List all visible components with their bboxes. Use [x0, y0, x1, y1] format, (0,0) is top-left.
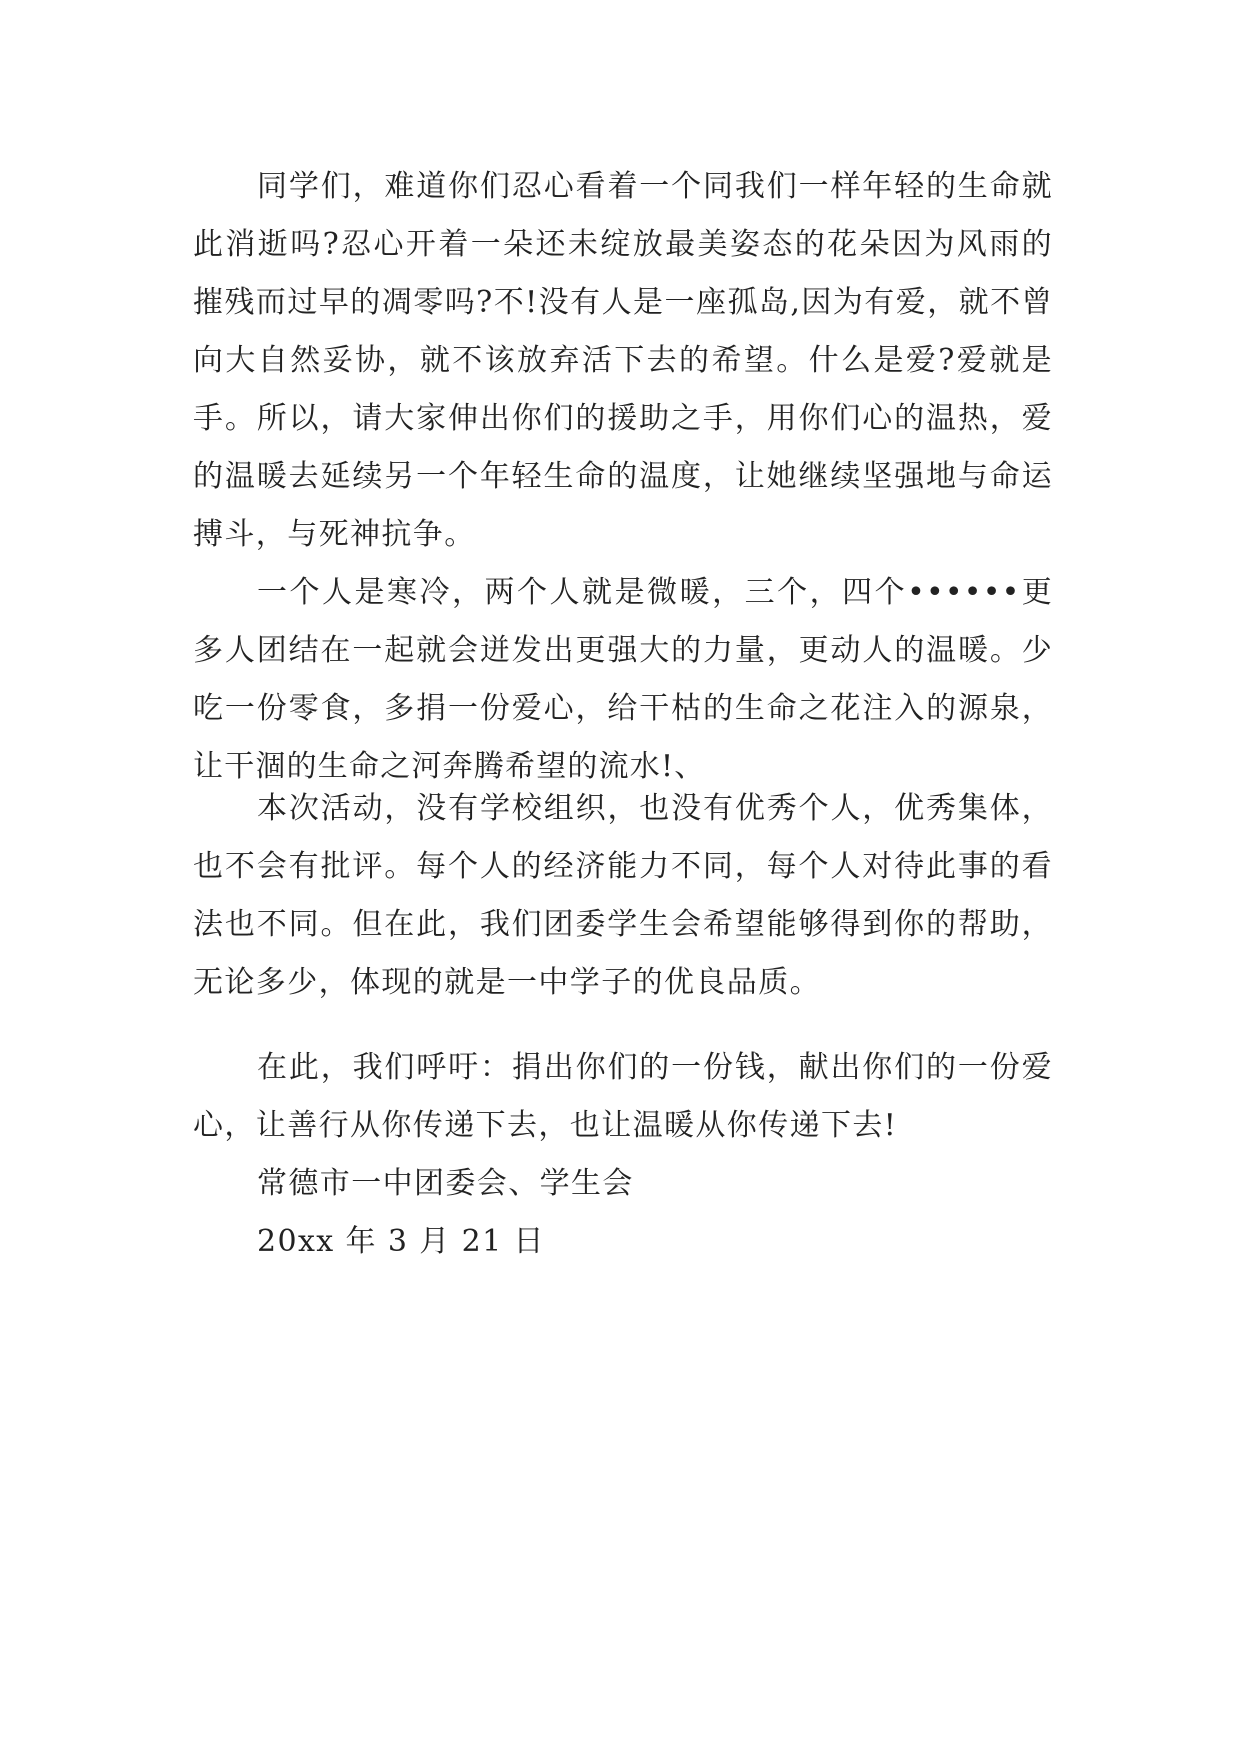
signature-date: 20xx 年 3 月 21 日: [257, 1224, 545, 1259]
body-paragraph-appeal: 同学们，难道你们忍心看着一个同我们一样年轻的生命就此消逝吗?忍心开着一朵还未绽放最美姿态的花朵因为风雨的摧残而过早的凋零吗?不!没有人是一座孤岛,因为有爱，就不曾向大自然妥协，就不该放弃活下去的希望。什么是爱?爱就是手。所以，请大家伸出你们的援助之手，用你们心的温热，爱的温暖去延续另一个年轻生命的温度，让她继续坚强地与命运搏斗，与死神抗争。: [193, 169, 1053, 552]
body-paragraph-call: 在此，我们呼吁：捐出你们的一份钱，献出你们的一份爱心，让善行从你传递下去，也让温暖从你传递下去!: [193, 1050, 1053, 1143]
body-paragraph-activity: 本次活动，没有学校组织，也没有优秀个人，优秀集体，也不会有批评。每个人的经济能力不同，每个人对待此事的看法也不同。但在此，我们团委学生会希望能够得到你的帮助，无论多少，体现的就是一中学子的优良品质。: [193, 791, 1053, 1000]
document-page: [193, 0, 1053, 1754]
signature-organization: 常德市一中团委会、学生会: [257, 1166, 634, 1201]
body-paragraph-warmth: 一个人是寒冷，两个人就是微暖，三个，四个••••••更多人团结在一起就会迸发出更强大的力量，更动人的温暖。少吃一份零食，多捐一份爱心，给干枯的生命之花注入的源泉，让干涸的生命之河奔腾希望的流水!、: [193, 575, 1053, 784]
